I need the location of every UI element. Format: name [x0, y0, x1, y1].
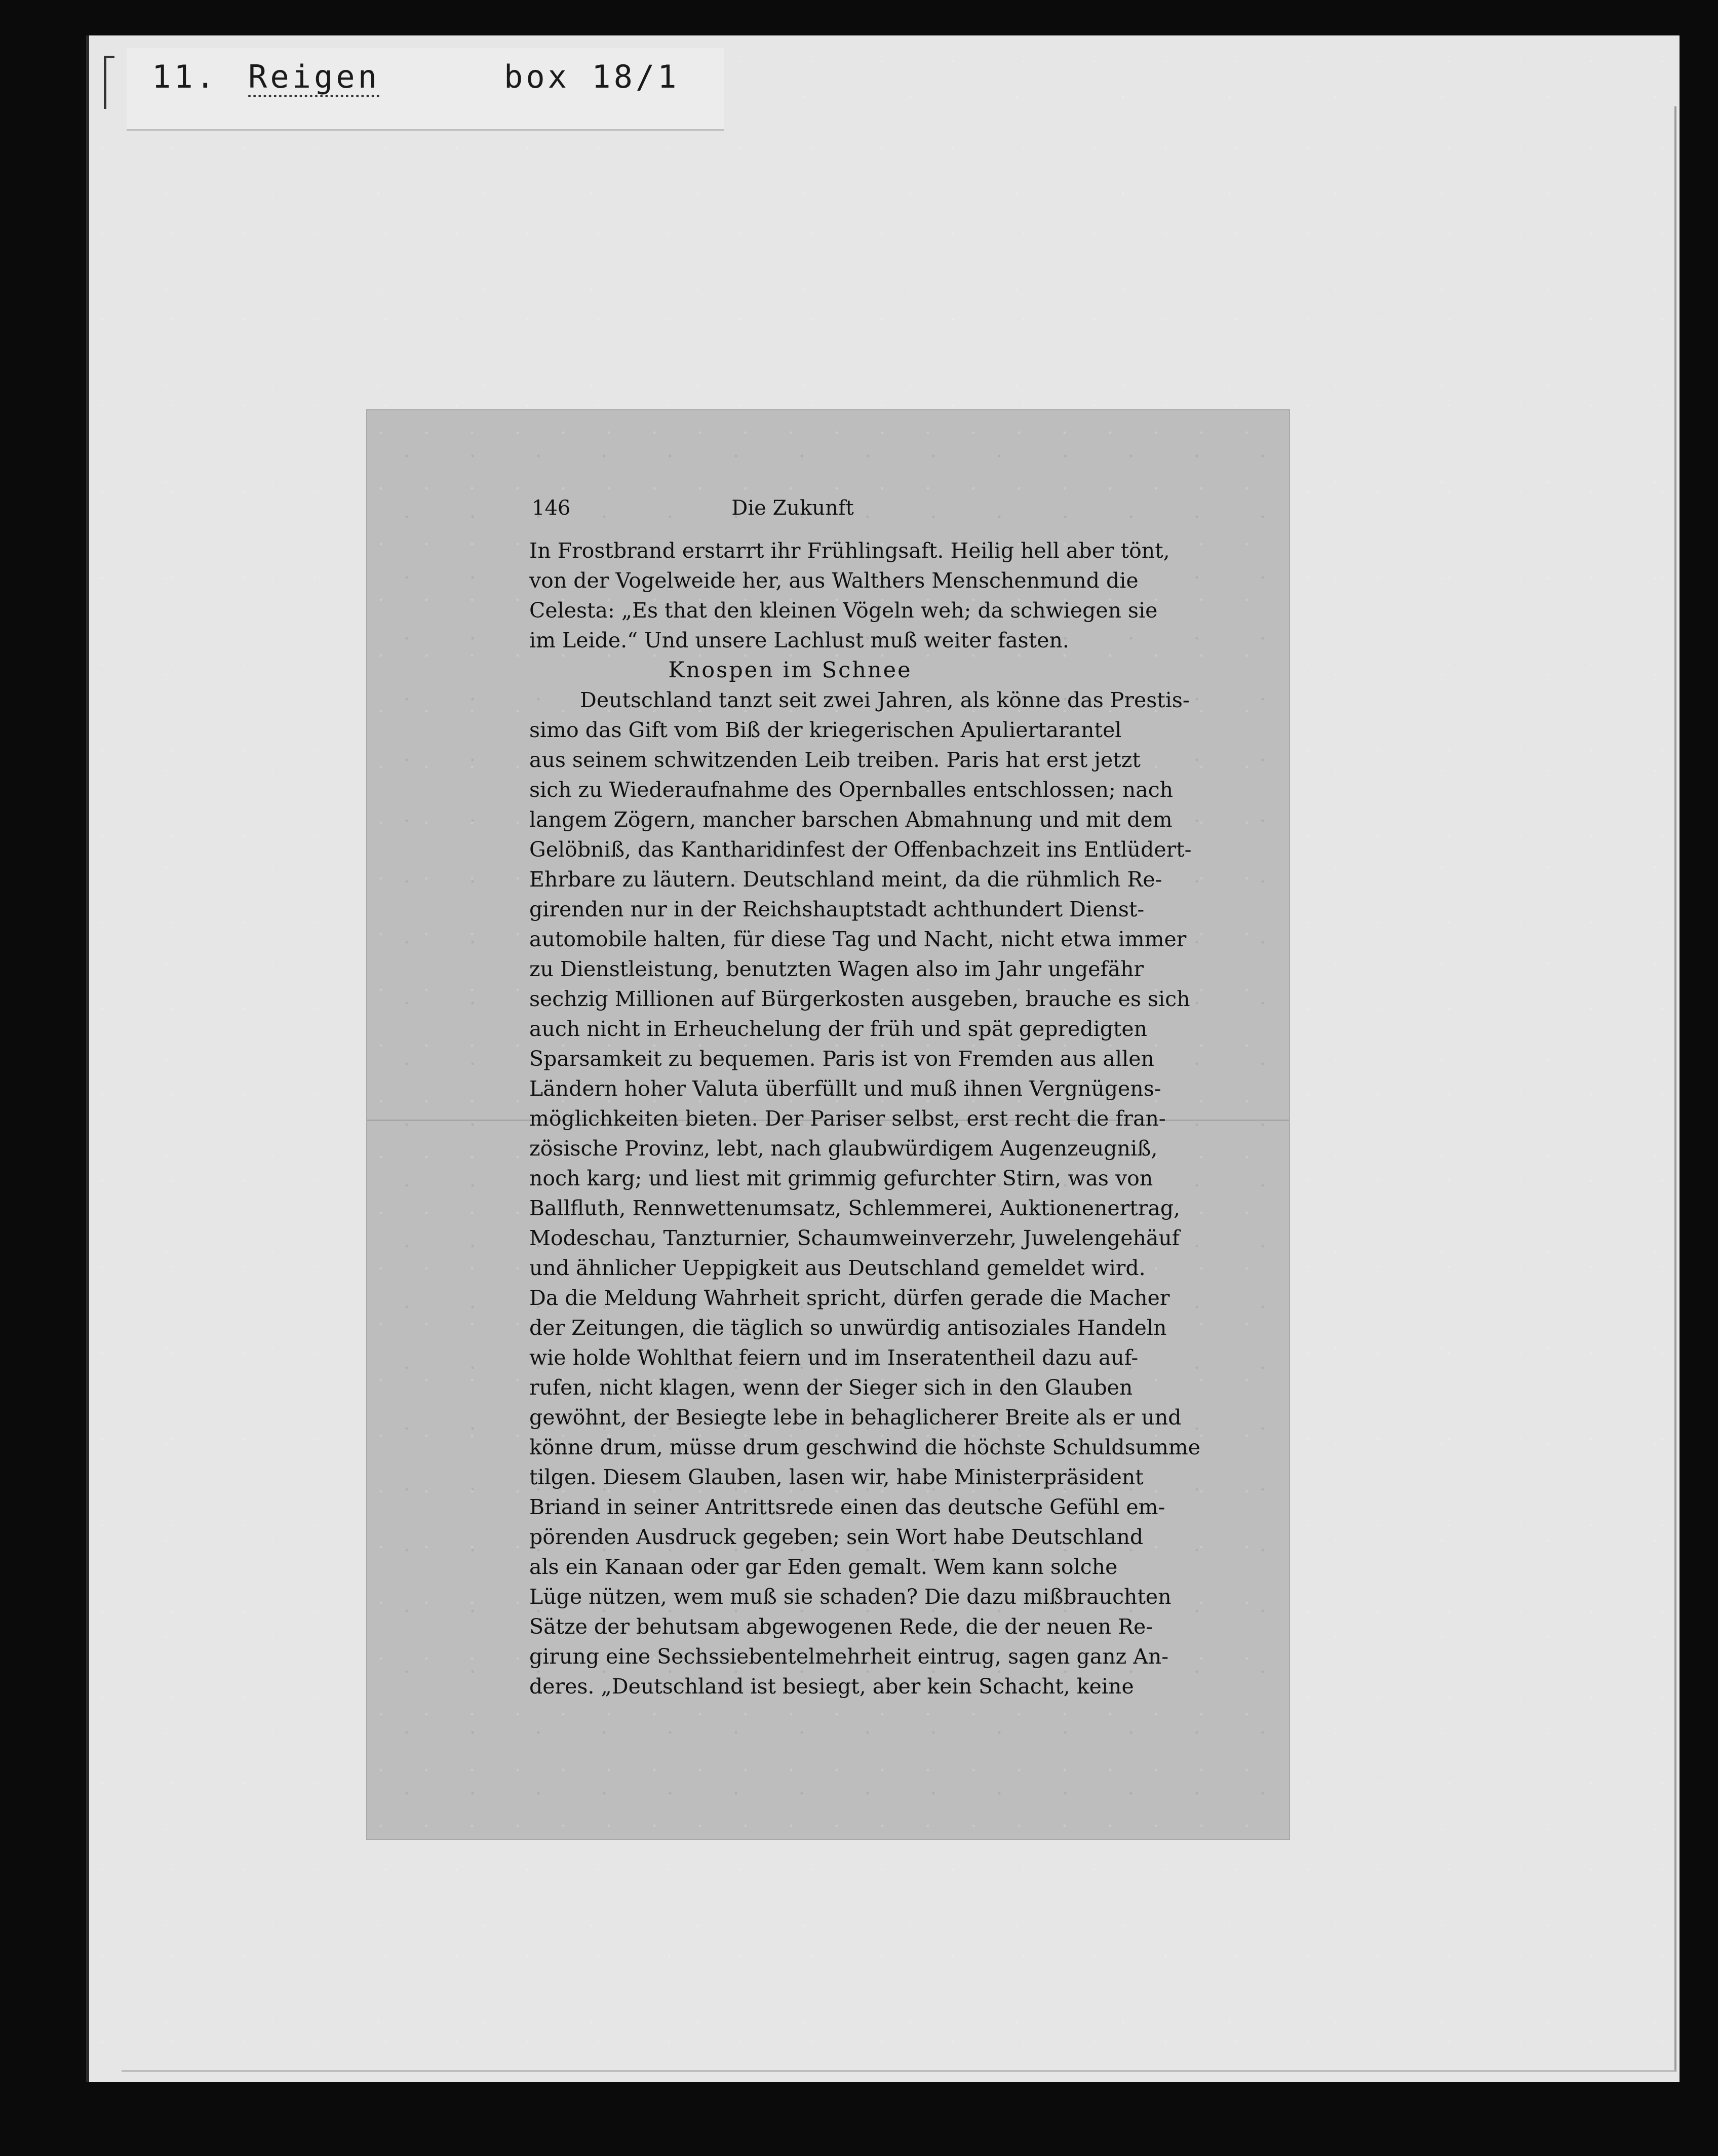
running-title: Die Zukunft — [731, 496, 854, 520]
clipping-body — [529, 536, 1201, 1702]
text-line: Sparsamkeit zu bequemen. Paris ist von Fremden aus allen — [529, 1047, 1154, 1071]
text-line: Ehrbare zu läutern. Deutschland meint, da die rühmlich Re- — [529, 867, 1162, 892]
text-line: pörenden Ausdruck gegeben; sein Wort habe Deutschland — [529, 1525, 1144, 1549]
text-line: Ländern hoher Valuta überfüllt und muß ihnen Vergnügens- — [529, 1076, 1161, 1101]
text-line: und ähnlicher Ueppigkeit aus Deutschland gemeldet wird. — [529, 1256, 1146, 1280]
text-line: aus seinem schwitzenden Leib treiben. Paris hat erst jetzt — [529, 748, 1141, 772]
page-number: 146 — [532, 496, 571, 520]
text-line: deres. „Deutschland ist besiegt, aber kein Schacht, keine — [529, 1674, 1134, 1699]
text-line: tilgen. Diesem Glauben, lasen wir, habe Ministerpräsident — [529, 1465, 1144, 1489]
label-title: Reigen — [248, 58, 380, 95]
text-line: Deutschland tanzt seit zwei Jahren, als könne das Prestis- — [580, 688, 1190, 712]
newspaper-clipping — [367, 410, 1289, 1839]
text-line: Lüge nützen, wem muß sie schaden? Die dazu mißbrauchten — [529, 1585, 1172, 1609]
text-line: wie holde Wohlthat feiern und im Inseratentheil dazu auf- — [529, 1345, 1139, 1370]
text-line: zu Dienstleistung, benutzten Wagen also im Jahr ungefähr — [529, 957, 1144, 981]
section-heading: Knospen im Schnee — [668, 658, 912, 683]
text-line: automobile halten, für diese Tag und Nacht, nicht etwa immer — [529, 927, 1187, 951]
label-number: 11. — [152, 58, 218, 95]
text-line: In Frostbrand erstarrt ihr Frühlingsaft. Heilig hell aber tönt, — [529, 538, 1170, 563]
text-line: girung eine Sechssiebentelmehrheit eintrug, sagen ganz An- — [529, 1644, 1169, 1669]
text-line: als ein Kanaan oder gar Eden gemalt. Wem kann solche — [529, 1555, 1118, 1579]
text-line: Sätze der behutsam abgewogenen Rede, die der neuen Re- — [529, 1614, 1153, 1639]
text-line: im Leide.“ Und unsere Lachlust muß weiter fasten. — [529, 628, 1069, 652]
text-line: girenden nur in der Reichshauptstadt achthundert Dienst- — [529, 897, 1145, 921]
text-line: sich zu Wiederaufnahme des Opernballes entschlossen; nach — [529, 778, 1174, 802]
text-line: könne drum, müsse drum geschwind die höchste Schuldsumme — [529, 1435, 1201, 1459]
text-line: noch karg; und liest mit grimmig gefurchter Stirn, was von — [529, 1166, 1153, 1190]
text-line: Ballfluth, Rennwettenumsatz, Schlemmerei, Auktionenertrag, — [529, 1196, 1181, 1220]
text-line: Gelöbniß, das Kantharidinfest der Offenbachzeit ins Entlüdert- — [529, 837, 1192, 862]
text-line: möglichkeiten bieten. Der Pariser selbst, erst recht die fran- — [529, 1106, 1166, 1131]
text-line: gewöhnt, der Besiegte lebe in behaglicherer Breite als er und — [529, 1405, 1182, 1430]
text-line: von der Vogelweide her, aus Walthers Menschenmund die — [529, 568, 1139, 593]
text-line: der Zeitungen, die täglich so unwürdig antisoziales Handeln — [529, 1316, 1167, 1340]
text-line: rufen, nicht klagen, wenn der Sieger sich in den Glauben — [529, 1375, 1133, 1400]
corner-mark — [104, 56, 114, 109]
text-line: Celesta: „Es that den kleinen Vögeln weh; da schwiegen sie — [529, 598, 1158, 623]
text-line: Modeschau, Tanzturnier, Schaumweinverzehr, Juwelengehäuf — [529, 1226, 1180, 1250]
text-line: sechzig Millionen auf Bürgerkosten ausgeben, brauche es sich — [529, 987, 1190, 1011]
text-line: zösische Provinz, lebt, nach glaubwürdigem Augenzeugniß, — [529, 1136, 1158, 1161]
text-line: Da die Meldung Wahrheit spricht, dürfen gerade die Macher — [529, 1286, 1170, 1310]
text-line: langem Zögern, mancher barschen Abmahnung und mit dem — [529, 807, 1173, 832]
label-box-number: box 18/1 — [504, 58, 680, 95]
text-line: auch nicht in Erheuchelung der früh und spät gepredigten — [529, 1017, 1148, 1041]
text-line: Briand in seiner Antrittsrede einen das deutsche Gefühl em- — [529, 1495, 1165, 1519]
text-line: simo das Gift vom Biß der kriegerischen Apuliertarantel — [529, 718, 1122, 742]
